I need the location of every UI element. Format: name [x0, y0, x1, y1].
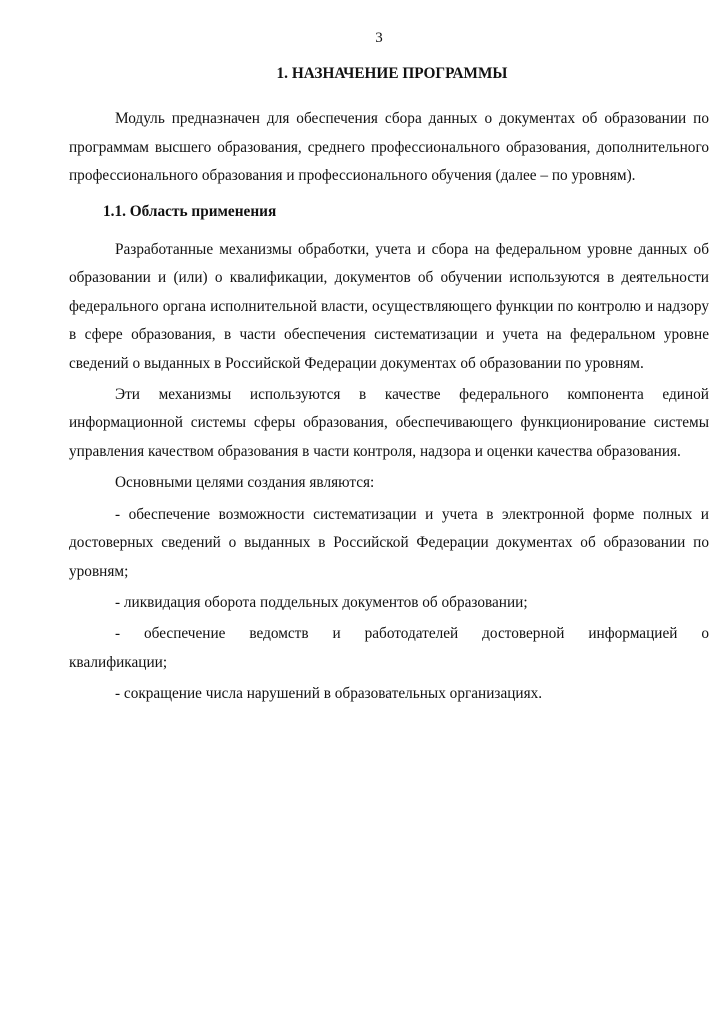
page-content: [69, 60, 709, 712]
scope-paragraph-1: Разработанные механизмы обработки, учета и сбора на федеральном уровне данных об образовании и (или) о квалификации, документов об обучении используются в деятельности федерального органа исполнительной власти, осуществляющего функции по контролю и надзору в сфере образования, в части обеспечения систематизации и учета на федеральном уровне сведений о выданных в Российской Федерации документах об образовании по уровням.: [69, 241, 709, 372]
subsection-title: 1.1. Область применения: [103, 202, 277, 220]
page-number: 3: [375, 30, 383, 46]
scope-paragraph-2: Эти механизмы используются в качестве федерального компонента единой информационной системы сферы образования, обеспечивающего функционирование системы управления качеством образования в части контроля, надзора и оценки качества образования.: [69, 386, 709, 460]
goal-item-2: - ликвидация оборота поддельных документов об образовании;: [115, 593, 528, 611]
goal-item-4: - сокращение числа нарушений в образовательных организациях.: [115, 685, 543, 703]
intro-paragraph: Модуль предназначен для обеспечения сбора данных о документах об образовании по программам высшего образования, среднего профессионального образования, дополнительного профессионального образования и профессионального обучения (далее – по уровням).: [69, 110, 709, 185]
goal-item-3: - обеспечение ведомств и работодателей достоверной информацией о квалификации;: [69, 625, 709, 671]
goal-item-1: - обеспечение возможности систематизации и учета в электронной форме полных и достоверных сведений о выданных в Российской Федерации документах об образовании по уровням;: [69, 505, 709, 580]
goals-intro-paragraph: Основными целями создания являются:: [115, 474, 375, 492]
section-title: 1. НАЗНАЧЕНИЕ ПРОГРАММЫ: [276, 65, 508, 82]
